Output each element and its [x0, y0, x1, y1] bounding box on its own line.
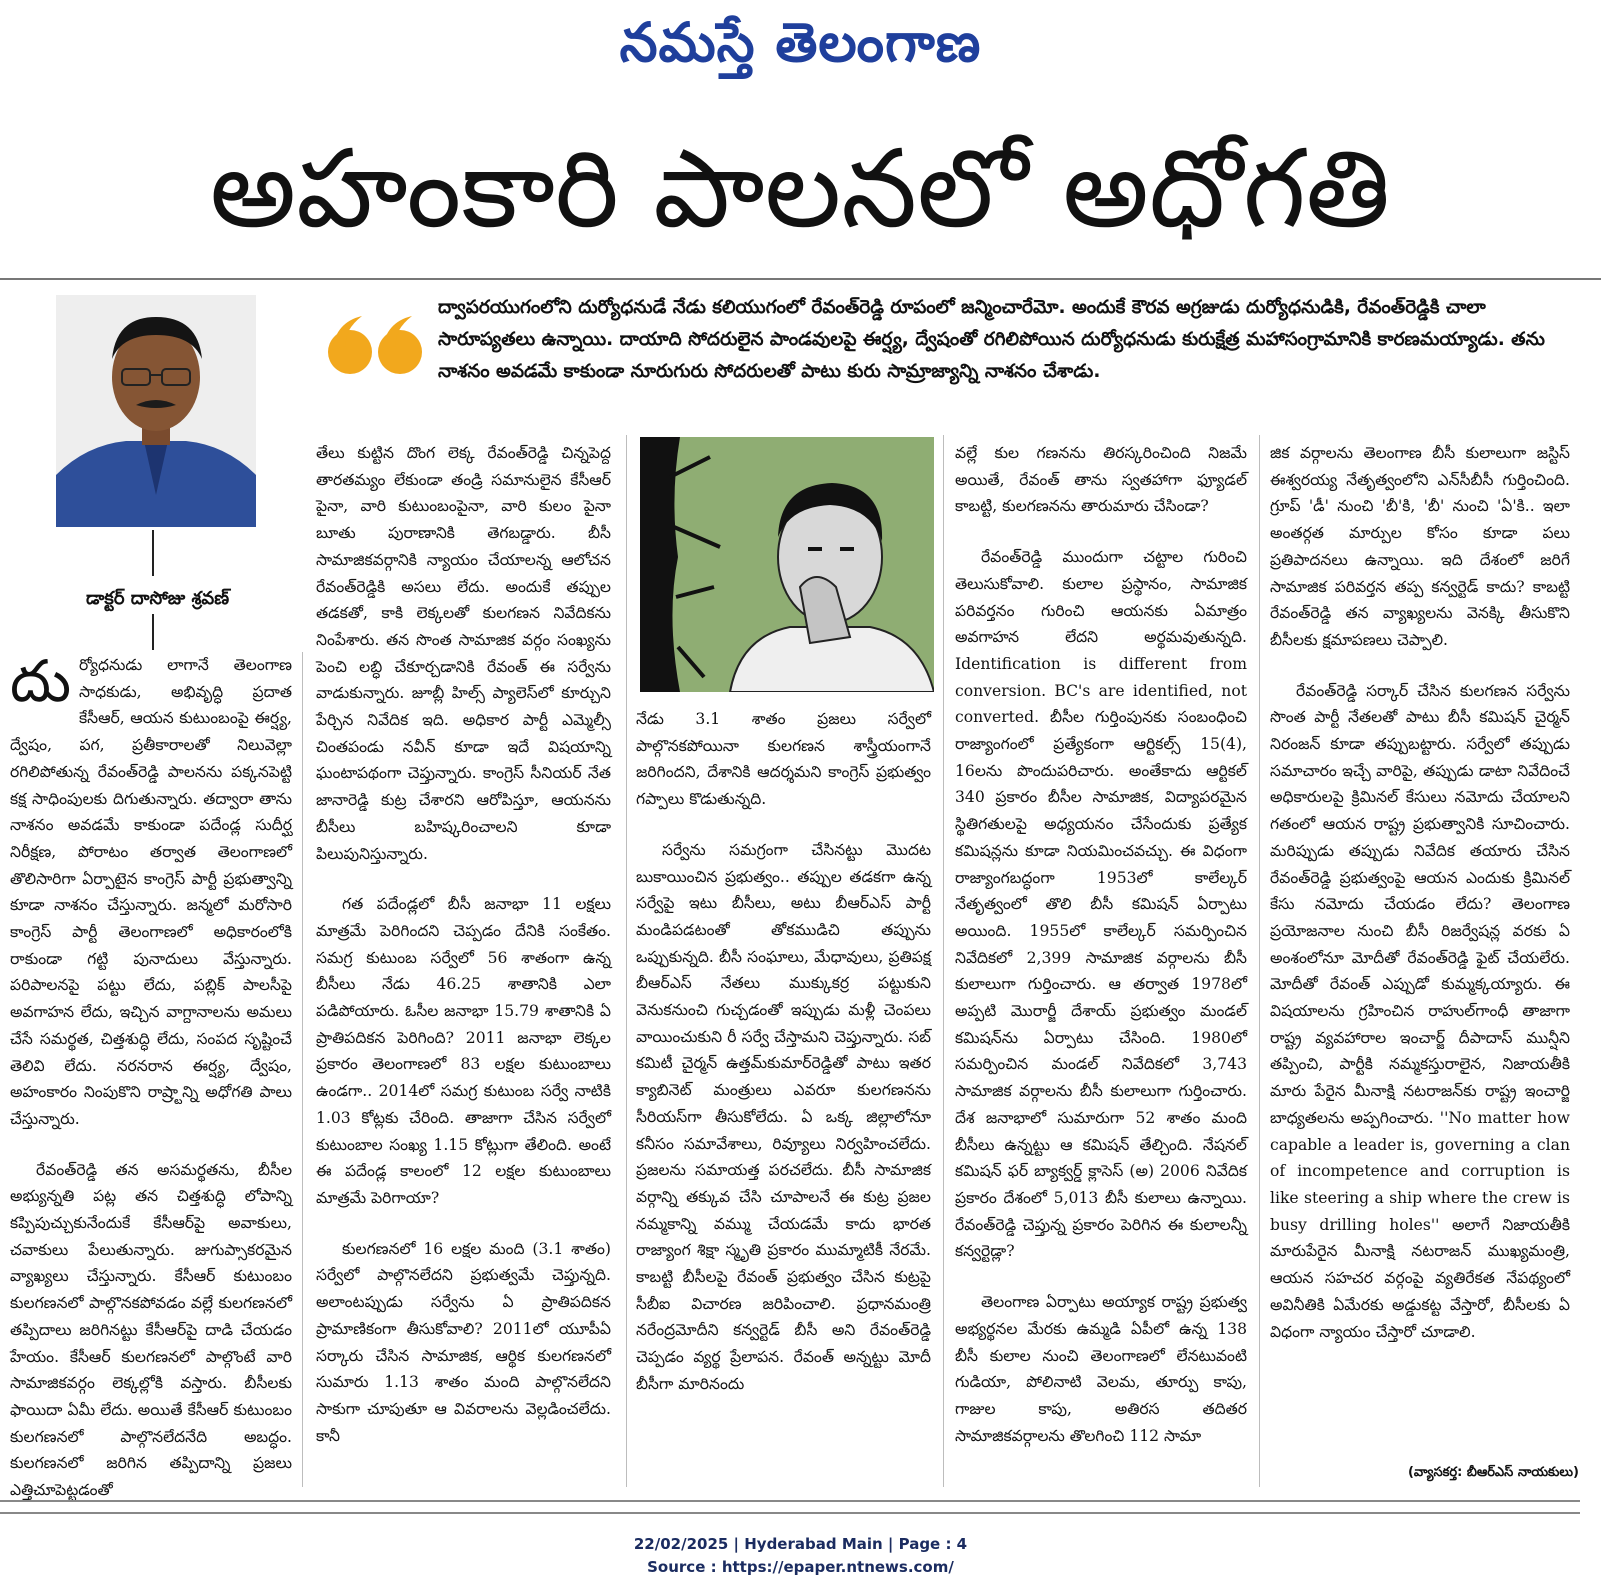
pull-quote: ద్వాపరయుగంలోని దుర్యోధనుడే నేడు కలియుగంలో రేవంత్‌రెడ్డి రూపంలో జన్మించారేమో. అందుకే కౌరవ అగ్రజుడు దుర్యోధనుడికి, రేవంత్‌రెడ్డికి చాలా సారూప్యతలు ఉన్నాయి. దాయాది సోదరులైన పాండవులపై ఈర్ష్య, ద్వేషంతో రగిలిపోయిన దుర్యోధనుడు కురుక్షేత్ర మహాసంగ్రామానికి కారణమయ్యాడు. తను నాశనం అవడమే కాకుండా నూరుగురు సోదరులతో పాటు కురు సామ్రాజ్యాన్ని నాశనం చేశాడు. — [438, 297, 1545, 382]
column-divider — [626, 435, 627, 1487]
article-paragraph: తెలంగాణ ఏర్పాటు అయ్యాక రాష్ట్ర ప్రభుత్వ అభ్యర్థనల మేరకు ఉమ్మడి ఏపీలో ఉన్న 138 బీసీ కులాల నుంచి తెలంగాణలో లేనటువంటి గుడియా, పోలినాటి వెలమ, తూర్పు కాపు, గాజుల కాపు, అతిరస తదితర సామాజికవర్గాలను తొలగించి 112 సామా — [955, 1293, 1247, 1445]
byline-rule-top — [152, 530, 154, 576]
article-column-3 — [636, 706, 931, 1422]
politician-photo — [640, 437, 934, 692]
article-paragraph: దుర్యోధనుడు లాగానే తెలంగాణ సాధకుడు, అభివృద్ధి ప్రదాత కేసీఆర్, ఆయన కుటుంబంపై ఈర్ష్య, ద్వేషం, పగ, ప్రతీకారాలతో నిలువెల్లా రగిలిపోతున్న రేవంత్‌రెడ్డి పాలనను పక్కనపెట్టి కక్ష సాధింపులకు దిగుతున్నారు. తద్వారా తాను నాశనం అవడమే కాకుండా పదేండ్ల సుదీర్ఘ నిరీక్షణ, పోరాటం తర్వాత తెలంగాణలో తొలిసారిగా ఏర్పాటైన కాంగ్రెస్ పార్టీ ప్రభుత్వాన్ని కూడా నాశనం చేస్తున్నారు. జన్మలో మరోసారి కాంగ్రెస్ పార్టీ తెలంగాణలో అధికారంలోకి రాకుండా గట్టి పునాదులు వేస్తున్నారు. పరిపాలనపై పట్టు లేదు, పబ్లిక్ పాలసీపై అవగాహన లేదు, ఇచ్చిన వాగ్దానాలను అమలు చేసే సమర్థత, చిత్తశుద్ధి లేదు, సంపద సృష్టించే తెలివి లేదు. నరనరాన ఈర్ష్య, ద్వేషం, అహంకారం నింపుకొని రాష్ర్టాన్ని అధోగతి పాలు చేస్తున్నారు. — [10, 647, 292, 1128]
article-paragraph: వల్లే కుల గణనను తిరస్కరించింది నిజమే అయితే, రేవంత్ తాను స్వతహాగా ఫ్యూడల్ కాబట్టి, కులగణనను తారుమారు చేసిండా? — [955, 444, 1247, 516]
article-column-5 — [1270, 440, 1570, 1369]
article-paragraph: తేలు కుట్టిన దొంగ లెక్క రేవంత్‌రెడ్డి చిన్నపెద్ద తారతమ్యం లేకుండా తండ్రి సమానులైన కేసీఆర్ పైనా, వారి కుటుంబంపైనా, వారి కులం పైనా బూతు పురాణానికి తెగబడ్డారు. బీసీ సామాజికవర్గానికి న్యాయం చేయాలన్న ఆలోచన రేవంత్‌రెడ్డికి అసలు లేదు. అందుకే తప్పుల తడకతో, కాకి లెక్కలతో కులగణన నివేదికను నింపేశారు. తన సొంత సామాజిక వర్గం సంఖ్యను పెంచి లబ్ధి చేకూర్చడానికి రేవంత్ ఈ సర్వేను వాడుకున్నారు. జూబ్లీ హిల్స్ ప్యాలెస్‌లో కూర్చుని పేర్చిన నివేదిక ఇది. అధికార పార్టీ ఎమ్మెల్సీ చింతపండు నవీన్ కూడా ఇదే విషయాన్ని ఘంటాపథంగా చెప్తున్నారు. కాంగ్రెస్ సీనియర్ నేత జానారెడ్డి కుట్ర చేశారని ఆరోపిస్తూ, ఆయనను బీసీలు బహిష్కరించాలని కూడా పిలుపునిస్తున్నారు. — [316, 444, 611, 863]
article-paragraph: సర్వేను సమగ్రంగా చేసినట్టు మొదట బుకాయించిన ప్రభుత్వం.. తప్పుల తడకగా ఉన్న సర్వేపై ఇటు బీసీలు, అటు బీఆర్‌ఎస్ పార్టీ మండిపడటంతో తోకముడిచి తప్పును ఒప్పుకున్నది. బీసీ సంఘాలు, మేధావులు, ప్రతిపక్ష బీఆర్‌ఎస్ నేతలు ముక్కుకర్ర పట్టుకుని వెనుకనుంచి గుచ్చడంతో ఇప్పుడు మళ్లీ చెంపలు వాయించుకుని రీ సర్వే చేస్తామని చెప్తున్నారు. సబ్ కమిటీ చైర్మన్ ఉత్తమ్‌కుమార్‌రెడ్డితో పాటు ఇతర క్యాబినెట్ మంత్రులు ఎవరూ కులగణనను సీరియస్‌గా తీసుకోలేదు. ఏ ఒక్క జిల్లాలోనూ కనీసం సమావేశాలు, రివ్యూలు నిర్వహించలేదు. ప్రజలను సమాయత్త పరచలేదు. బీసీ సామాజిక వర్గాన్ని తక్కువ చేసి చూపాలనే ఈ కుట్ర ప్రజల నమ్మకాన్ని వమ్ము చేయడమే కాదు భారత రాజ్యాంగ శిక్షా స్మృతి ప్రకారం ముమ్మాటికీ నేరమే. కాబట్టి బీసీలపై రేవంత్ ప్రభుత్వం చేసిన కుట్రపై సీబీఐ విచారణ జరిపించాలి. ప్రధానమంత్రి నరేంద్రమోదీని కన్వర్టెడ్ బీసీ అని రేవంత్‌రెడ్డి చెప్పడం వ్యర్థ ప్రేలాపన. రేవంత్ అన్నట్టు మోదీ బీసీగా మారినందు — [636, 840, 931, 1393]
article-paragraph: గత పదేండ్లలో బీసీ జనాభా 11 లక్షలు మాత్రమే పెరిగిందని చెప్పడం దేనికి సంకేతం. సమగ్ర కుటుంబ సర్వేలో 56 శాతంగా ఉన్న బీసీలు నేడు 46.25 శాతానికి ఎలా పడిపోయారు. ఓసీల జనాభా 15.79 శాతానికి ఏ ప్రాతిపదికన పెరిగింది? 2011 జనాభా లెక్కల ప్రకారం తెలంగాణలో 83 లక్షల కుటుంబాలు ఉండగా.. 2014లో సమగ్ర కుటుంబ సర్వే నాటికి 1.03 కోట్లకు చేరింది. తాజాగా చేసిన సర్వేలో కుటుంబాల సంఖ్య 1.15 కోట్లుగా తేలింది. అంటే ఈ పదేండ్ల కాలంలో 12 లక్షల కుటుంబాలు మాత్రమే పెరిగాయా? — [316, 895, 611, 1207]
author-byline: డాక్టర్ దాసోజు శ్రవణ్ — [85, 588, 230, 609]
article-paragraph: జిక వర్గాలను తెలంగాణ బీసీ కులాలుగా జస్టిస్ ఈశ్వరయ్య నేతృత్వంలోని ఎన్‌సీబీసీ గుర్తించింది. గ్రూప్ 'డీ' నుంచి 'బీ'కి, 'బీ' నుంచి 'ఏ'కి.. ఇలా అంతర్గత మార్పుల కోసం కూడా పలు ప్రతిపాదనలు ఉన్నాయి. ఇది దేశంలో జరిగే సామాజిక పరివర్తన తప్ప కన్వర్టెడ్ కాదు? కాబట్టి రేవంత్‌రెడ్డి తన వ్యాఖ్యలను వెనక్కి తీసుకొని బీసీలకు క్షమాపణలు చెప్పాలి. — [1270, 444, 1570, 649]
drop-cap: దు — [10, 647, 72, 715]
article-paragraph: రేవంత్‌రెడ్డి సర్కార్ చేసిన కులగణన సర్వేను సొంత పార్టీ నేతలతో పాటు బీసీ కమిషన్ చైర్మన్ నిరంజన్ కూడా తప్పుబట్టారు. సర్వేలో తప్పుడు సమాచారం ఇచ్చే వారిపై, తప్పుడు డాటా నివేదించే అధికారులపై క్రిమినల్ కేసులు నమోదు చేయాలని గతంలో ఆయన రాష్ట్ర ప్రభుత్వానికి సూచించారు. మరిప్పుడు తప్పుడు నివేదిక తయారు చేసిన రేవంత్‌రెడ్డి ప్రభుత్వంపై ఆయన ఎందుకు క్రిమినల్ కేసు నమోదు చేయడం లేదు? తెలంగాణ ప్రయోజనాల నుంచి బీసీ రిజర్వేషన్ల వరకు ఏ అంశంలోనూ మోదీతో రేవంత్‌రెడ్డి ఫైట్ చేయలేరు. మోదీతో రేవంత్ ఎప్పుడో కుమ్మక్కయ్యారు. ఈ విషయాలను గ్రహించిన రాహుల్‌గాంధీ తాజాగా రాష్ట్ర వ్యవహారాల ఇంచార్జ్ దీపాదాస్ మున్షీని తప్పించి, పార్టీకి నమ్మకస్తురాలైన, నిజాయతీకి మారు పేరైన మీనాక్షి నటరాజన్‌కు రాష్ట్ర ఇంచార్జి బాధ్యతలను అప్పగించారు. ''No matter how capable a leader is, governing a clan of incompetence and corruption is like steering a ship where the crew is busy drilling holes'' అలాగే నిజాయతీకి మారుపేరైన మీనాక్షి నటరాజన్ ముఖ్యమంత్రి, ఆయన సహచర వర్గంపై వ్యతిరేకత నేపథ్యంలో అవినీతికి ఏమేరకు అడ్డుకట్ట వేస్తారో, బీసీలకు ఏ విధంగా న్యాయం చేస్తారో చూడాలి. — [1270, 681, 1570, 1341]
masthead-logo: నమస్తే తెలంగాణ — [619, 11, 982, 74]
author-photo — [56, 295, 256, 527]
byline-rule-bottom — [152, 614, 154, 650]
author-credit: (వ్యాసకర్త: బీఆర్‌ఎస్ నాయకులు) — [1407, 1465, 1579, 1480]
quote-marks-icon — [322, 310, 432, 380]
headline-divider — [0, 278, 1601, 280]
article-paragraph: కులగణనలో 16 లక్షల మంది (3.1 శాతం) సర్వేలో పాల్గొనలేదని ప్రభుత్వమే చెప్తున్నది. అలాంటప్పుడు సర్వేను ఏ ప్రాతిపదికన ప్రామాణికంగా తీసుకోవాలి? 2011లో యూపీఏ సర్కారు చేసిన సామాజిక, ఆర్థిక కులగణనలో సుమారు 1.13 శాతం మంది పాల్గొనలేదని సాకుగా చూపుతూ ఆ వివరాలను వెల్లడించలేదు. కానీ — [316, 1239, 611, 1445]
footer-divider — [0, 1512, 1580, 1514]
article-paragraph: నేడు 3.1 శాతం ప్రజలు సర్వేలో పాల్గొనకపోయినా కులగణన శాస్త్రీయంగానే జరిగిందని, దేశానికి ఆదర్శమని కాంగ్రెస్ ప్రభుత్వం గప్పాలు కొడుతున్నది. — [636, 710, 931, 809]
edition-info: 22/02/2025 | Hyderabad Main | Page : 4 — [633, 1535, 968, 1553]
article-column-1 — [10, 647, 292, 1528]
column-divider — [1259, 435, 1260, 1487]
article-paragraph: రేవంత్‌రెడ్డి తన అసమర్థతను, బీసీల అభ్యున్నతి పట్ల తన చిత్తశుద్ధి లోపాన్ని కప్పిపుచ్చుకునేందుకే కేసీఆర్‌పై అవాకులు, చవాకులు పేలుతున్నారు. జుగుప్సాకరమైన వ్యాఖ్యలు చేస్తున్నారు. కేసీఆర్ కుటుంబం కులగణనలో పాల్గొనకపోవడం వల్లే కులగణనలో తప్పిదాలు జరిగినట్టు కేసీఆర్‌పై దాడి చేయడం హేయం. కేసీఆర్ కులగణనలో పాల్గొంటే వారి సామాజికవర్గం లెక్కల్లోకి వస్తారు. బీసీలకు ఫాయిదా ఏమీ లేదు. అయితే కేసీఆర్ కుటుంబం కులగణనలో పాల్గొనలేదనేది అబద్ధం. కులగణనలో జరిగిన తప్పిదాన్ని ప్రజలు ఎత్తిచూపెట్టడంతో — [10, 1160, 292, 1500]
article-paragraph: రేవంత్‌రెడ్డి ముందుగా చట్టాల గురించి తెలుసుకోవాలి. కులాల ప్రస్థానం, సామాజిక పరివర్తనం గురించి ఆయనకు ఏమాత్రం అవగాహన లేదని అర్థమవుతున్నది. Identification is different from conversion. BC's are identified, not converted. బీసీల గుర్తింపునకు సంబంధించి రాజ్యాంగంలో ప్రత్యేకంగా ఆర్టికల్స్ 15(4), 16లను పొందుపరిచారు. అంతేకాదు ఆర్టికల్ 340 ప్రకారం బీసీల సామాజిక, విద్యాపరమైన స్థితిగతులపై అధ్యయనం చేసేందుకు ప్రత్యేక కమిషన్లను కూడా నియమించవచ్చు. ఈ విధంగా రాజ్యాంగబద్ధంగా 1953లో కాలేల్కర్ నేతృత్వంలో తొలి బీసీ కమిషన్ ఏర్పాటు అయింది. 1955లో కాలేల్కర్ సమర్పించిన నివేదికలో 2,399 సామాజిక వర్గాలను బీసీ కులాలుగా గుర్తించారు. ఆ తర్వాత 1978లో అప్పటి మొరార్జీ దేశాయ్ ప్రభుత్వం మండల్ కమిషన్‌ను ఏర్పాటు చేసింది. 1980లో సమర్పించిన మండల్ నివేదికలో 3,743 సామాజిక వర్గాలను బీసీ కులాలుగా గుర్తించారు. దేశ జనాభాలో సుమారుగా 52 శాతం మంది బీసీలు ఉన్నట్టు ఆ కమిషన్ తేల్చింది. నేషనల్ కమిషన్ ఫర్ బ్యాక్వర్డ్ క్లాసెస్ (అ) 2006 నివేదిక ప్రకారం దేశంలో 5,013 బీసీ కులాలు ఉన్నాయి. రేవంత్‌రెడ్డి చెప్తున్న ప్రకారం పెరిగిన ఈ కులాలన్నీ కన్వర్టెడ్లా? — [955, 548, 1247, 1261]
footer-divider — [0, 1500, 1580, 1502]
source-link[interactable]: Source : https://epaper.ntnews.com/ — [647, 1558, 954, 1576]
page-headline: అహంకారి పాలనలో అధోగతి — [209, 127, 1391, 252]
article-column-4 — [955, 440, 1247, 1473]
column-divider — [943, 435, 944, 1487]
article-column-2 — [316, 440, 611, 1473]
column-divider — [302, 652, 303, 1487]
